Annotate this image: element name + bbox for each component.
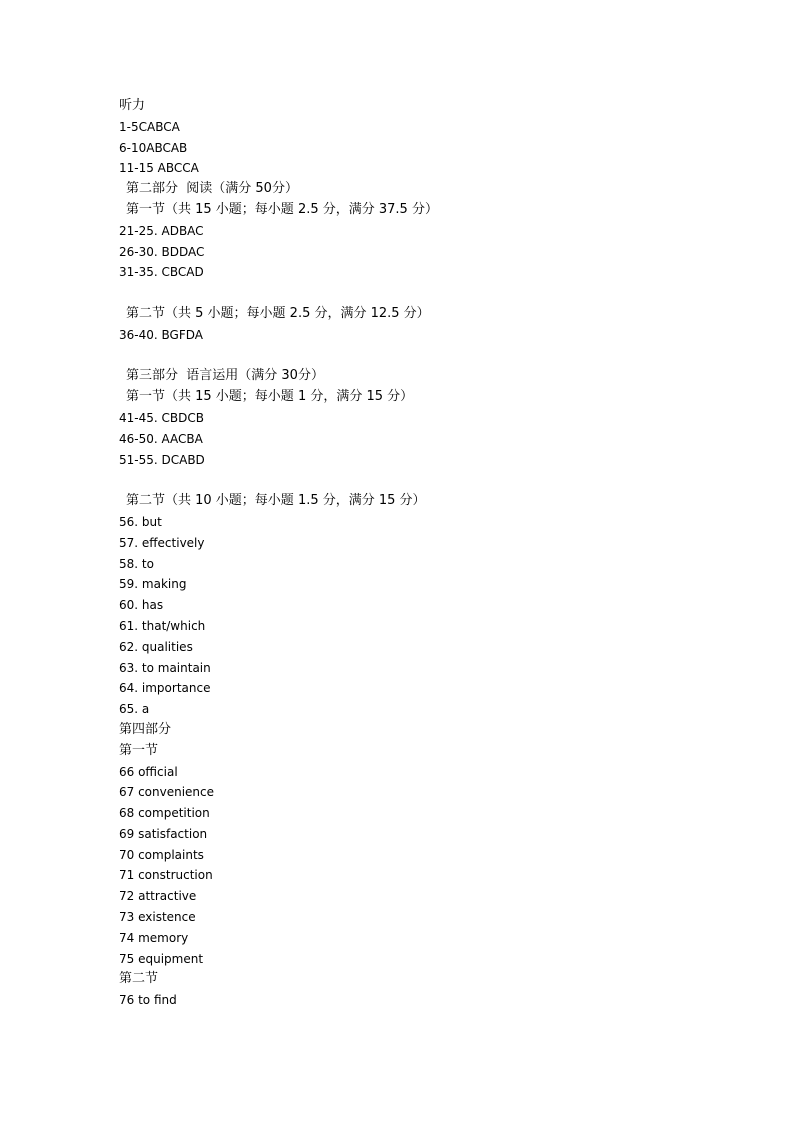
part4-section2-heading: 第二节	[119, 971, 159, 987]
blank-line	[119, 346, 739, 367]
part4-section1-heading: 第一节	[119, 742, 159, 758]
answer-line: 56. but	[119, 514, 162, 529]
answer-line: 21-25. ADBAC	[119, 223, 204, 238]
blank-line	[119, 470, 739, 491]
answer-line: 74 memory	[119, 930, 189, 945]
part3-heading: 第三部分 语言运用（满分 30分）	[126, 368, 324, 384]
answer-line: 59. making	[119, 577, 187, 592]
part3-section2-heading: 第二节（共 10 小题；每小题 1.5 分，满分 15 分）	[126, 493, 426, 509]
answer-line: 26-30. BDDAC	[119, 244, 205, 259]
answer-line: 11-15 ABCCA	[119, 161, 199, 176]
part2-section1-heading: 第一节（共 15 小题；每小题 2.5 分，满分 37.5 分）	[126, 201, 438, 217]
answer-line: 60. has	[119, 598, 164, 613]
answer-line: 36-40. BGFDA	[119, 327, 203, 342]
answer-line: 65. a	[119, 702, 150, 717]
part4-heading: 第四部分	[119, 721, 172, 737]
answer-line: 64. importance	[119, 681, 211, 696]
answer-line: 1-5CABCA	[119, 119, 180, 134]
answer-line: 67 convenience	[119, 785, 215, 800]
answer-line: 73 existence	[119, 910, 196, 925]
answer-line: 61. that/which	[119, 618, 206, 633]
answer-line: 41-45. CBDCB	[119, 410, 204, 425]
answer-line: 62. qualities	[119, 639, 193, 654]
answer-line: 71 construction	[119, 868, 213, 883]
part2-heading: 第二部分 阅读（满分 50分）	[126, 181, 298, 197]
answer-line: 75 equipment	[119, 951, 204, 966]
answer-line: 6-10ABCAB	[119, 140, 188, 155]
answer-line: 51-55. DCABD	[119, 452, 205, 467]
answer-line: 57. effectively	[119, 535, 205, 550]
answer-line: 68 competition	[119, 806, 210, 821]
answer-line: 46-50. AACBA	[119, 431, 203, 446]
answer-line: 58. to	[119, 556, 154, 571]
listening-heading: 听力	[119, 98, 146, 113]
part3-section1-heading: 第一节（共 15 小题；每小题 1 分，满分 15 分）	[126, 389, 414, 405]
answer-line: 69 satisfaction	[119, 826, 208, 841]
blank-line	[119, 283, 739, 304]
answer-line: 31-35. CBCAD	[119, 265, 204, 280]
part2-section2-heading: 第二节（共 5 小题；每小题 2.5 分，满分 12.5 分）	[126, 305, 430, 321]
answer-line: 76 to find	[119, 993, 177, 1008]
answer-line: 72 attractive	[119, 889, 197, 904]
answer-line: 70 complaints	[119, 847, 204, 862]
answer-line: 63. to maintain	[119, 660, 211, 675]
answer-line: 66 official	[119, 764, 178, 779]
answer-key-content	[119, 96, 739, 1011]
